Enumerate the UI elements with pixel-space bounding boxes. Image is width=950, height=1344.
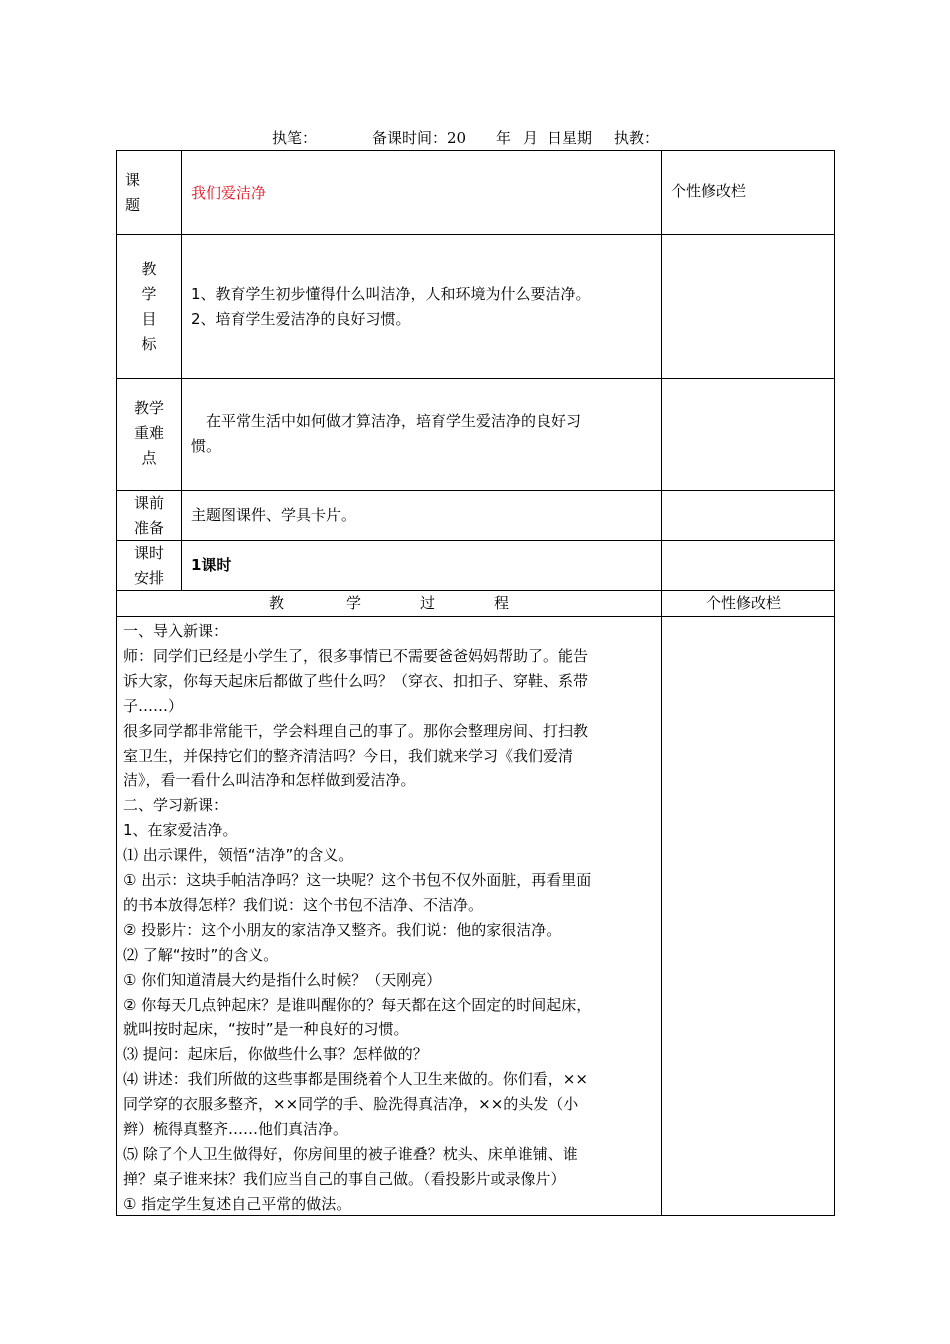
revision-column-header: 个性修改栏 [671,182,747,200]
teacher-label: 执教： [614,129,660,147]
prep-content: 主题图课件、学具卡片。 [191,506,357,524]
difficulty-label-line: 教学 [133,399,164,417]
difficulty-line: 在平常生活中如何做才算洁净，培育学生爱洁净的良好习 [206,412,582,430]
process-line: ① 出示：这块手帕洁净吗？这一块呢？这个书包不仅外面脏，再看里面 [123,871,592,889]
prep-time-label: 备课时间：20 [372,129,467,147]
process-revision-header: 个性修改栏 [706,594,782,612]
process-line: 室卫生，并保持它们的整齐清洁吗？今日，我们就来学习《我们爱清 [123,746,574,765]
prep-label [116,491,182,541]
process-line: 1、在家爱洁净。 [123,821,238,840]
process-line: ⑷ 讲述：我们所做的这些事都是围绕着个人卫生来做的。你们看，×× [123,1070,588,1089]
difficulty-label-line: 点 [141,449,157,467]
goals-label-char: 标 [141,335,157,353]
month-label: 月 [523,129,539,147]
difficulty-label [116,396,182,471]
year-label: 年 [496,129,512,147]
difficulty-content [191,409,581,459]
goals-label [116,257,182,357]
topic-label-2: 题 [124,196,140,214]
goals-label-char: 学 [141,285,157,303]
process-line: 子……） [123,696,184,715]
header-line [0,127,950,149]
process-line: ② 投影片：这个小朋友的家洁净又整齐。我们说：他的家很洁净。 [123,920,562,939]
goals-label-char: 目 [141,310,157,328]
process-line: ⑴ 出示课件，领悟“洁净”的含义。 [123,846,354,865]
process-line: 的书本放得怎样？我们说：这个书包不洁净、不洁净。 [123,895,484,914]
process-line: ② 你每天几点钟起床？是谁叫醒你的？每天都在这个固定的时间起床， [123,995,592,1014]
topic-label [116,168,149,218]
process-line: 同学穿的衣服多整齐，××同学的手、脸洗得真洁净，××的头发（小 [123,1095,579,1114]
process-line: 诉大家，你每天起床后都做了些什么吗？（穿衣、扣扣子、穿鞋、系带 [123,671,589,690]
process-heading-char: 过 [420,594,436,612]
schedule-label [116,541,182,591]
process-line: ① 指定学生复述自己平常的做法。 [123,1194,352,1213]
process-line: 辫）梳得真整齐……他们真洁净。 [123,1120,349,1138]
day-week-label: 日星期 [547,129,593,147]
prep-label-line: 准备 [133,519,164,537]
lesson-title: 我们爱洁净 [191,184,267,202]
goal-item: 2、培育学生爱洁净的良好习惯。 [191,310,411,328]
process-line: 很多同学都非常能干，学会料理自己的事了。那你会整理房间、打扫教 [123,721,589,740]
process-line: 二、学习新课： [123,796,229,815]
process-line: ⑶ 提问：起床后，你做些什么事？怎样做的？ [123,1045,428,1064]
process-line: ① 你们知道清晨大约是指什么时候？（天刚亮） [123,970,442,989]
schedule-label-line: 安排 [133,569,164,587]
goals-content [191,282,591,332]
goals-label-char: 教 [141,260,157,278]
process-heading [0,591,950,616]
process-line: 师：同学们已经是小学生了，很多事情已不需要爸爸妈妈帮助了。能告 [123,646,589,665]
process-heading-char: 程 [494,594,510,612]
process-heading-char: 学 [346,594,362,612]
prep-label-line: 课前 [133,494,164,512]
process-line: ⑵ 了解“按时”的含义。 [123,945,279,964]
writer-label: 执笔： [272,129,318,147]
process-line: 一、导入新课： [123,622,229,640]
difficulty-label-line: 重难 [133,424,164,442]
schedule-content: 1课时 [191,556,232,574]
process-line: 掸？桌子谁来抹？我们应当自己的事自己做。（看投影片或录像片） [123,1169,566,1188]
process-heading-char: 教 [269,594,285,612]
process-line: ⑸ 除了个人卫生做得好，你房间里的被子谁叠？枕头、床单谁铺、谁 [123,1144,578,1163]
goal-item: 1、教育学生初步懂得什么叫洁净，人和环境为什么要洁净。 [191,285,591,303]
topic-label-1: 课 [124,171,140,189]
process-line: 就叫按时起床，“按时”是一种良好的习惯。 [123,1020,409,1039]
difficulty-line: 惯。 [191,437,222,455]
process-line: 洁》，看一看什么叫洁净和怎样做到爱洁净。 [123,771,416,790]
schedule-label-line: 课时 [133,544,164,562]
